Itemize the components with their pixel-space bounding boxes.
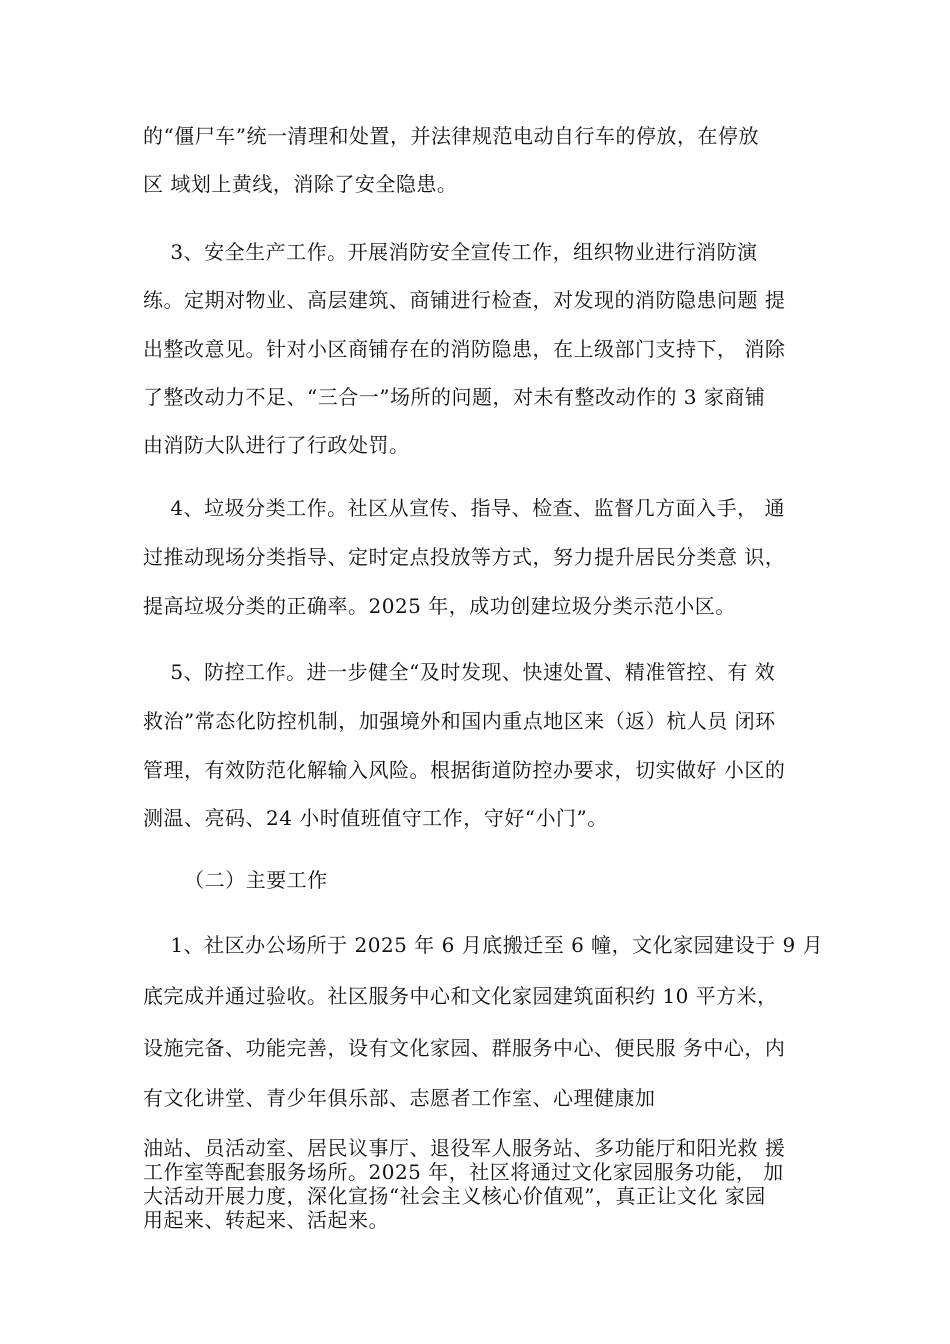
- text-line: 底完成并通过验收。社区服务中心和文化家园建筑面积约 10 平方米，: [143, 984, 778, 1008]
- section-heading: （二）主要工作: [143, 868, 328, 892]
- text-line: 工作室等配套服务场所。2025 年，社区将通过文化家园服务功能， 加: [143, 1160, 784, 1184]
- text-line: 的“僵尸车”统一清理和处置，并法律规范电动自行车的停放，在停放: [143, 124, 759, 148]
- text-line: 过推动现场分类指导、定时定点投放等方式，努力提升居民分类意 识，: [143, 545, 786, 569]
- paragraph-5-line: 5、防控工作。进一步健全“及时发现、快速处置、精准管控、有 效: [143, 660, 776, 684]
- paragraph-4-line: 4、垃圾分类工作。社区从宣传、指导、检查、监督几方面入手， 通: [143, 496, 786, 520]
- text-line: 了整改动力不足、“三合一”场所的问题，对未有整改动作的 3 家商铺: [143, 385, 766, 409]
- text-line: 管理，有效防范化解输入风险。根据街道防控办要求，切实做好 小区的: [143, 758, 786, 782]
- text-line: 由消防大队进行了行政处罚。: [143, 433, 410, 457]
- text-line: 提高垃圾分类的正确率。2025 年，成功创建垃圾分类示范小区。: [143, 594, 736, 618]
- text-line: 练。定期对物业、高层建筑、商铺进行检查，对发现的消防隐患问题 提: [143, 288, 786, 312]
- paragraph-3-line: 3、安全生产工作。开展消防安全宣传工作，组织物业进行消防演: [143, 240, 758, 264]
- text-line: 油站、员活动室、居民议事厅、退役军人服务站、多功能厅和阳光救 援: [143, 1136, 786, 1160]
- text-line: 救治”常态化防控机制，加强境外和国内重点地区来（返）杭人员 闭环: [143, 709, 776, 733]
- text-line: 区 域划上黄线，消除了安全隐患。: [143, 172, 458, 196]
- text-line: 出整改意见。针对小区商铺存在的消防隐患，在上级部门支持下， 消除: [143, 337, 786, 361]
- paragraph-1-line: 1、社区办公场所于 2025 年 6 月底搬迁至 6 幢，文化家园建设于 9 月: [143, 933, 824, 957]
- text-line: 设施完备、功能完善，设有文化家园、群服务中心、便民服 务中心，内: [143, 1036, 786, 1060]
- text-line: 有文化讲堂、青少年俱乐部、志愿者工作室、心理健康加: [143, 1086, 656, 1110]
- text-line: 用起来、转起来、活起来。: [143, 1208, 389, 1232]
- text-line: 测温、亮码、24 小时值班值守工作，守好“小门”。: [143, 806, 608, 830]
- text-line: 大活动开展力度，深化宣扬“社会主义核心价值观”，真正让文化 家园: [143, 1184, 766, 1208]
